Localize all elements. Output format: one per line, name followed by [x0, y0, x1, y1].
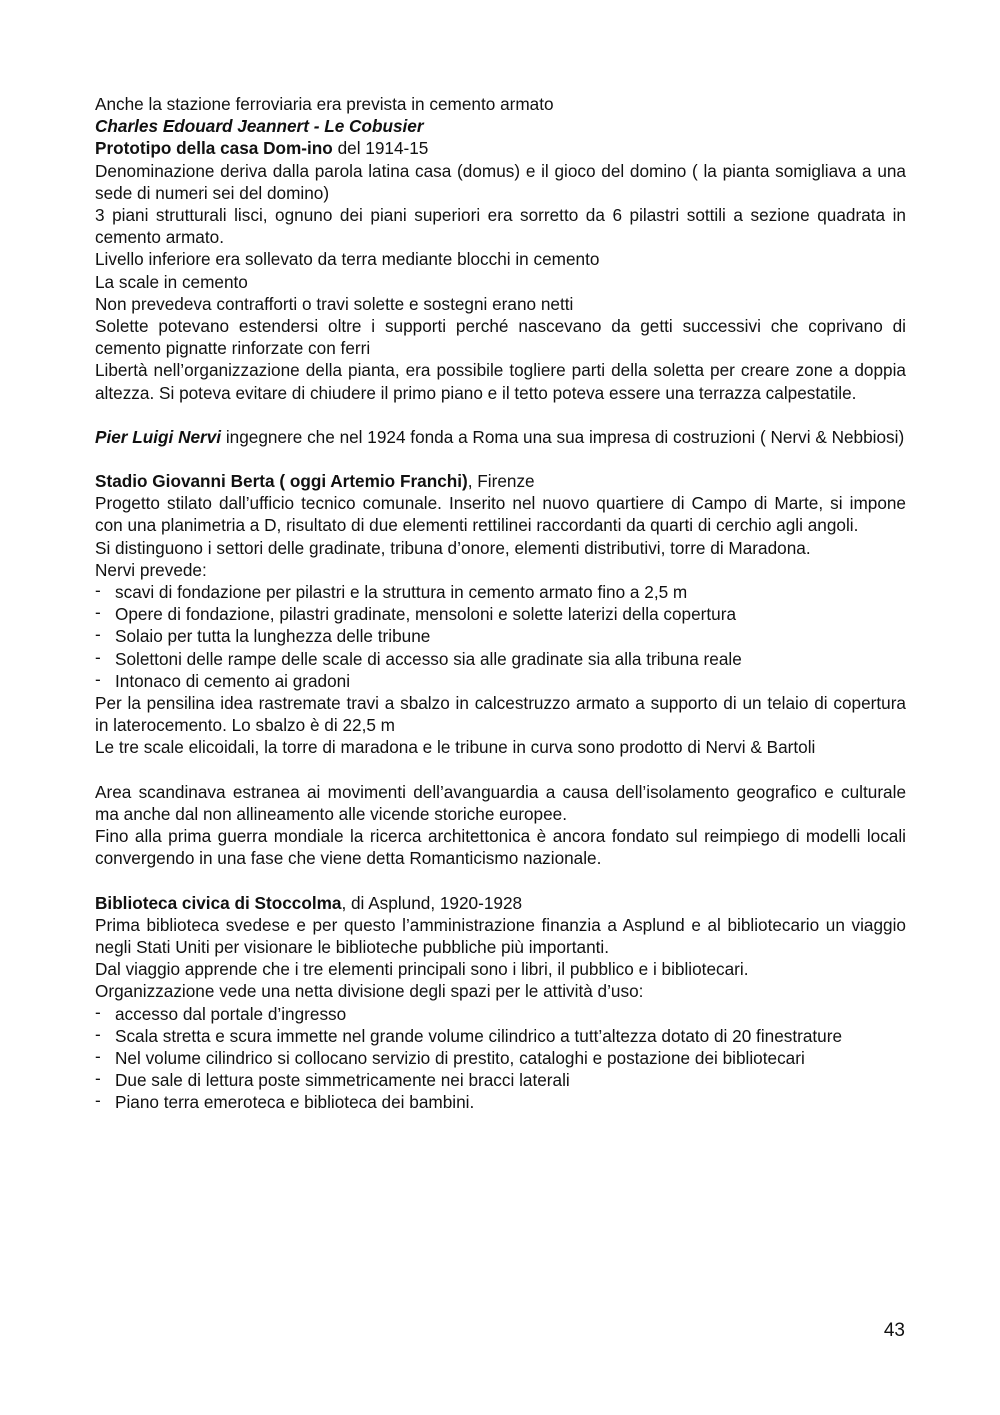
heading-date: del 1914-15 — [332, 138, 429, 159]
paragraph: La scale in cemento — [95, 271, 248, 292]
section-heading — [95, 137, 906, 159]
page-number: 43 — [883, 1320, 905, 1341]
list-item: - Solaio per tutta la lunghezza delle tribune — [95, 625, 906, 647]
paragraph: Denominazione deriva dalla parola latina casa (domus) e il gioco del domino ( la pianta somigliava a una sede di numeri sei del domino) — [95, 160, 906, 203]
author-heading: Charles Edouard Jeannert - Le Cobusier — [95, 116, 424, 137]
paragraph: Libertà nell’organizzazione della pianta, era possibile togliere parti della soletta per creare zone a doppia altezza. Si poteva evitare di chiudere il primo piano e il tetto poteva essere una terrazza calpestatile. — [95, 360, 906, 403]
spacer — [95, 870, 906, 892]
paragraph — [95, 426, 906, 448]
document-page — [95, 93, 906, 1114]
paragraph: Progetto stilato dall’ufficio tecnico comunale. Inserito nel nuovo quartiere di Campo di Marte, si impone con una planimetria a D, risultato di due elementi rettilinei raccordanti da quarti di cerchio agli angoli. — [95, 493, 906, 536]
paragraph: Non prevedeva contrafforti o travi solette e sostegni erano netti — [95, 293, 574, 314]
spacer — [95, 404, 906, 426]
list-item: - accesso dal portale d’ingresso — [95, 1003, 906, 1025]
list-item: - scavi di fondazione per pilastri e la struttura in cemento armato fino a 2,5 m — [95, 581, 906, 603]
heading-title: Prototipo della casa Dom-ino — [95, 138, 333, 159]
paragraph: Livello inferiore era sollevato da terra mediante blocchi in cemento — [95, 249, 600, 270]
heading-place: , Firenze — [467, 471, 535, 492]
heading-title: Stadio Giovanni Berta ( oggi Artemio Franchi) — [95, 471, 468, 492]
spacer — [95, 448, 906, 470]
section-heading — [95, 892, 906, 914]
person-description: ingegnere che nel 1924 fonda a Roma una sua impresa di costruzioni ( Nervi & Nebbiosi) — [221, 426, 905, 447]
paragraph: Si distinguono i settori delle gradinate, tribuna d’onore, elementi distributivi, torre di Maradona. — [95, 537, 811, 558]
paragraph: Prima biblioteca svedese e per questo l’amministrazione finanzia a Asplund e al bibliotecario un viaggio negli Stati Uniti per visionare le biblioteche pubbliche più importanti. — [95, 914, 906, 957]
paragraph: Per la pensilina idea rastremate travi a sbalzo in calcestruzzo armato a supporto di un telaio di copertura in laterocemento. Lo sbalzo è di 22,5 m — [95, 693, 906, 736]
person-name: Pier Luigi Nervi — [95, 426, 222, 447]
paragraph: Organizzazione vede una netta divisione degli spazi per le attività d’uso: — [95, 981, 644, 1002]
paragraph: Area scandinava estranea ai movimenti dell’avanguardia a causa dell’isolamento geografico e culturale ma anche dal non allineamento alle vicende storiche europee. — [95, 781, 906, 824]
list-item: - Piano terra emeroteca e biblioteca dei bambini. — [95, 1091, 906, 1113]
paragraph: Solette potevano estendersi oltre i supporti perché nascevano da getti successivi che coprivano di cemento pignatte rinforzate con ferri — [95, 316, 906, 359]
list-item: - Solettoni delle rampe delle scale di accesso sia alle gradinate sia alla tribuna reale — [95, 648, 906, 670]
paragraph: Anche la stazione ferroviaria era prevista in cemento armato — [95, 94, 554, 114]
paragraph: Dal viaggio apprende che i tre elementi principali sono i libri, il pubblico e i bibliotecari. — [95, 959, 749, 980]
heading-title: Biblioteca civica di Stoccolma — [95, 892, 342, 913]
list-item: - Scala stretta e scura immette nel grande volume cilindrico a tutt’altezza dotato di 20 finestrature — [95, 1025, 906, 1047]
paragraph: Le tre scale elicoidali, la torre di maradona e le tribune in curva sono prodotto di Nervi & Bartoli — [95, 737, 816, 758]
paragraph: Nervi prevede: — [95, 559, 207, 580]
bullet-list — [95, 1003, 906, 1114]
list-item: - Due sale di lettura poste simmetricamente nei bracci laterali — [95, 1069, 906, 1091]
paragraph: 3 piani strutturali lisci, ognuno dei piani superiori era sorretto da 6 pilastri sottili a sezione quadrata in cemento armato. — [95, 205, 906, 248]
bullet-list — [95, 581, 906, 692]
paragraph: Fino alla prima guerra mondiale la ricerca architettonica è ancora fondato sul reimpiego di modelli locali convergendo in una fase che viene detta Romanticismo nazionale. — [95, 826, 906, 869]
spacer — [95, 759, 906, 781]
list-item: - Opere di fondazione, pilastri gradinate, mensoloni e solette laterizi della copertura — [95, 603, 906, 625]
section-heading — [95, 470, 906, 492]
heading-meta: , di Asplund, 1920-1928 — [341, 892, 523, 913]
list-item: - Intonaco di cemento ai gradoni — [95, 670, 906, 692]
list-item: - Nel volume cilindrico si collocano servizio di prestito, cataloghi e postazione dei bibliotecari — [95, 1047, 906, 1069]
